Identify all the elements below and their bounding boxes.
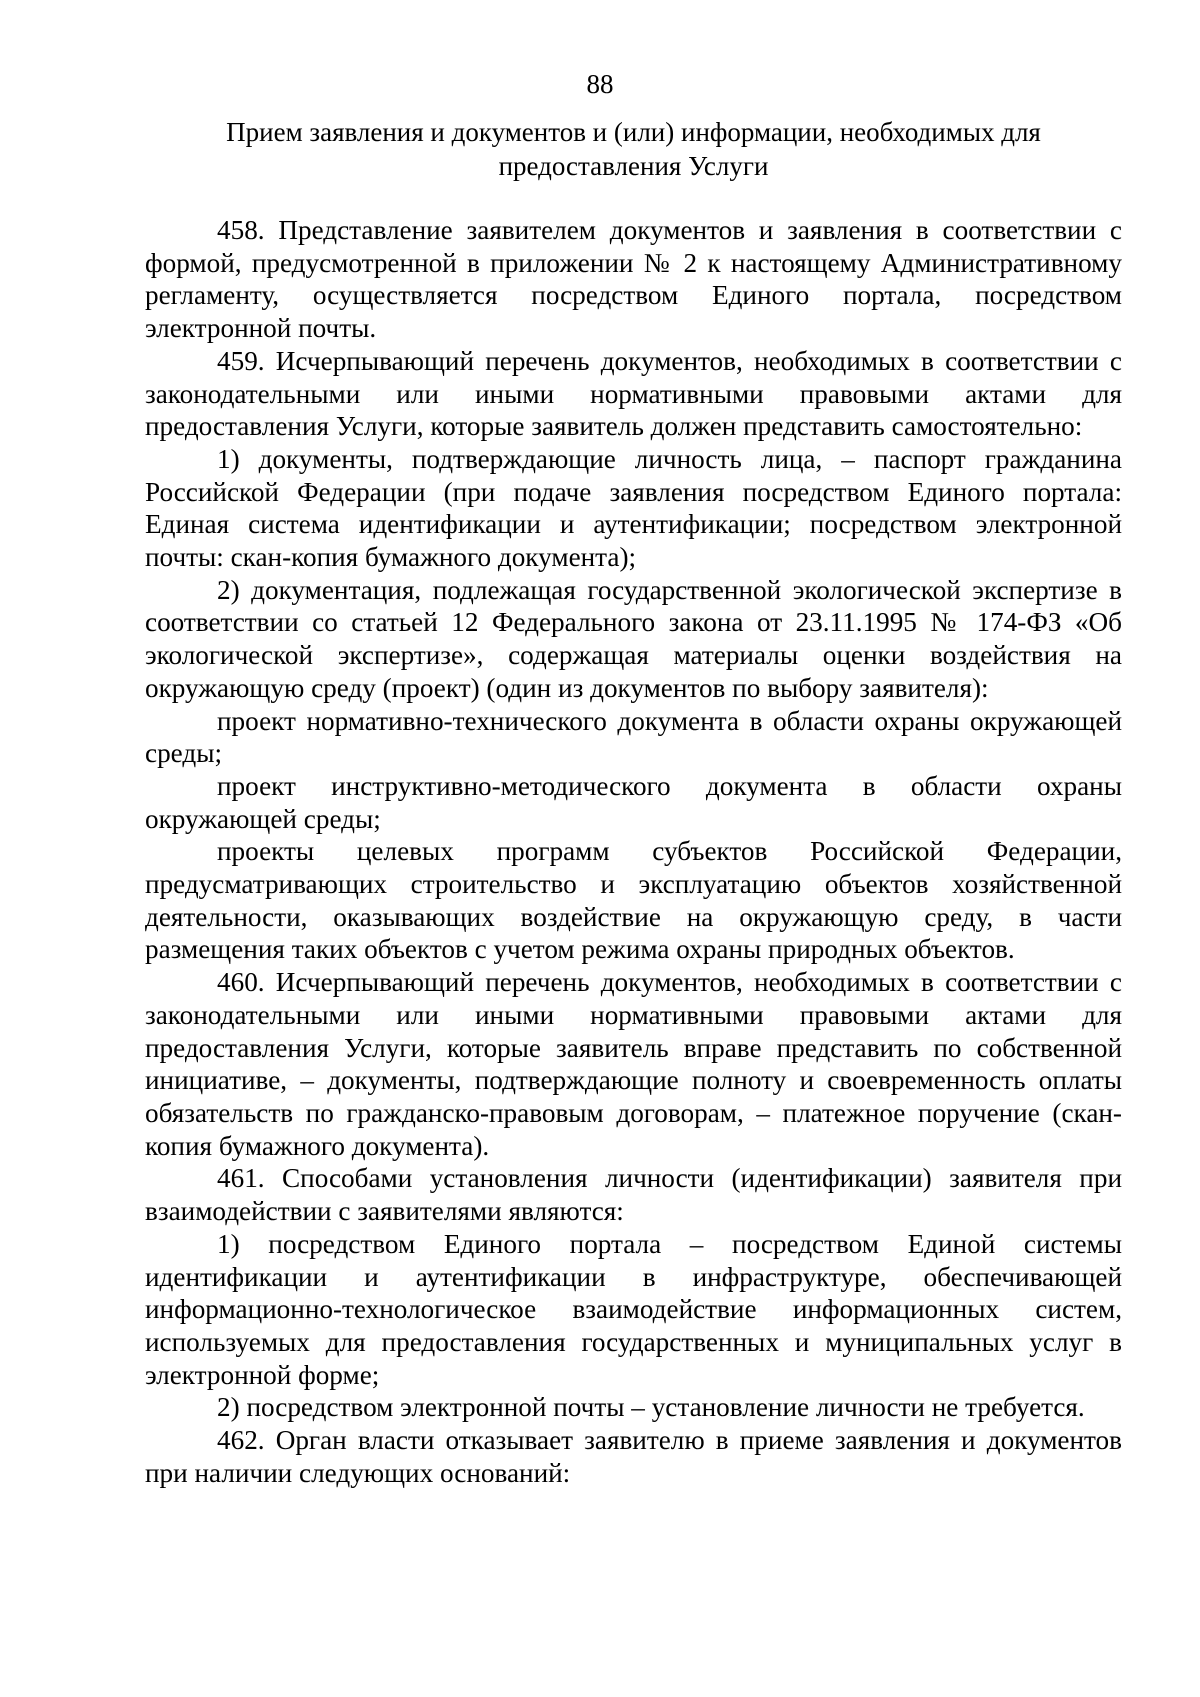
list-item-461-2: 2) посредством электронной почты – установление личности не требуется. [217, 1392, 1085, 1423]
sub-item-instructive-methodical: проект инструктивно-методического документа в области охраны окружающей среды; [145, 770, 1122, 834]
list-item-459-1: 1) документы, подтверждающие личность лица, – паспорт гражданина Российской Федерации (при подаче заявления посредством Единого портала: Единая система идентификации и аутентификации; посредством электронной почты: скан-копия бумажного документа); [145, 443, 1122, 573]
page-number: 88 [586, 69, 614, 99]
paragraph-459: 459. Исчерпывающий перечень документов, необходимых в соответствии с законодательными или иными нормативными правовыми актами для предоставления Услуги, которые заявитель должен представить самостоятельно: [145, 345, 1122, 442]
list-item-461-1: 1) посредством Единого портала – посредством Единой системы идентификации и аутентификации в инфраструктуре, обеспечивающей информационно-технологическое взаимодействие информационных систем, используемых для предоставления государственных и муниципальных услуг в электронной форме; [145, 1228, 1122, 1390]
sub-item-normative-technical: проект нормативно-технического документа в области охраны окружающей среды; [145, 705, 1122, 769]
sub-item-target-programs: проекты целевых программ субъектов Российской Федерации, предусматривающих строительство и эксплуатацию объектов хозяйственной деятельности, оказывающих воздействие на окружающую среду, в части размещения таких объектов с учетом режима охраны природных объектов. [145, 836, 1122, 965]
list-item-459-2: 2) документация, подлежащая государственной экологической экспертизе в соответствии со статьей 12 Федерального закона от 23.11.1995 № 174-ФЗ «Об экологической экспертизе», содержащая материалы оценки воздействия на окружающую среду (проект) (один из документов по выбору заявителя): [145, 574, 1122, 703]
paragraph-458: 458. Представление заявителем документов и заявления в соответствии с формой, предусмотренной в приложении № 2 к настоящему Административному регламенту, осуществляется посредством Единого портала, посредством электронной почты. [145, 215, 1122, 344]
section-heading: Прием заявления и документов и (или) информации, необходимых для предоставления Услуги [226, 117, 1041, 181]
paragraph-461: 461. Способами установления личности (идентификации) заявителя при взаимодействии с заявителями являются: [145, 1163, 1122, 1227]
paragraph-460: 460. Исчерпывающий перечень документов, необходимых в соответствии с законодательными или иными нормативными правовыми актами для предоставления Услуги, которые заявитель вправе представить по собственной инициативе, – документы, подтверждающие полноту и своевременность оплаты обязательств по гражданско-правовым договорам, – платежное поручение (скан-копия бумажного документа). [145, 967, 1122, 1161]
paragraph-462: 462. Орган власти отказывает заявителю в приеме заявления и документов при наличии следующих оснований: [145, 1425, 1122, 1488]
document-body [145, 214, 1122, 1489]
